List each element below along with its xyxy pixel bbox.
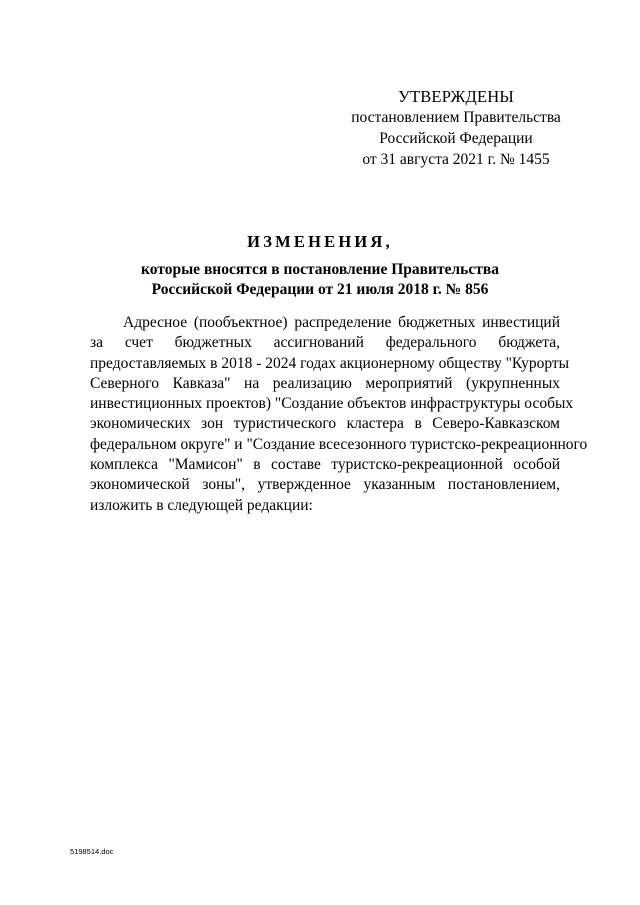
paragraph-line: федеральном округе" и "Создание всесезонного туристско-рекреационного	[90, 435, 588, 453]
paragraph-line: предоставляемых в 2018 - 2024 годах акционерному обществу "Курорты	[90, 354, 570, 372]
paragraph-line: Адресное (пообъектное) распределение бюджетных инвестиций	[123, 314, 560, 331]
footer-file-code: 5198514.doc	[70, 847, 114, 856]
document-title: ИЗМЕНЕНИЯ,	[247, 232, 393, 251]
paragraph-line: экономических зон туристического кластера в Северо-Кавказском	[90, 415, 560, 433]
paragraph-line: инвестиционных проектов) "Создание объектов инфраструктуры особых	[90, 395, 574, 413]
document-subtitle-line-2: Российской Федерации от 21 июля 2018 г. № 856	[151, 281, 489, 298]
approval-line-2: Российской Федерации	[379, 130, 533, 147]
paragraph-line: экономической зоны", утвержденное указанным постановлением,	[90, 476, 560, 494]
paragraph-line: за счет бюджетных ассигнований федерального бюджета,	[90, 334, 560, 352]
approval-line-3: от 31 августа 2021 г. № 1455	[362, 151, 550, 168]
approval-title: УТВЕРЖДЕНЫ	[398, 87, 514, 106]
document-subtitle-line-1: которые вносятся в постановление Правительства	[141, 261, 499, 278]
paragraph-line: комплекса "Мамисон" в составе туристско-рекреационной особой	[90, 456, 560, 474]
paragraph-line: Северного Кавказа" на реализацию мероприятий (укрупненных	[90, 374, 560, 392]
paragraph-line: изложить в следующей редакции:	[90, 496, 313, 514]
document-paragraph	[90, 313, 588, 516]
approval-block	[340, 86, 572, 170]
approval-line-1: постановлением Правительства	[351, 109, 561, 126]
document-subtitle	[90, 260, 550, 300]
